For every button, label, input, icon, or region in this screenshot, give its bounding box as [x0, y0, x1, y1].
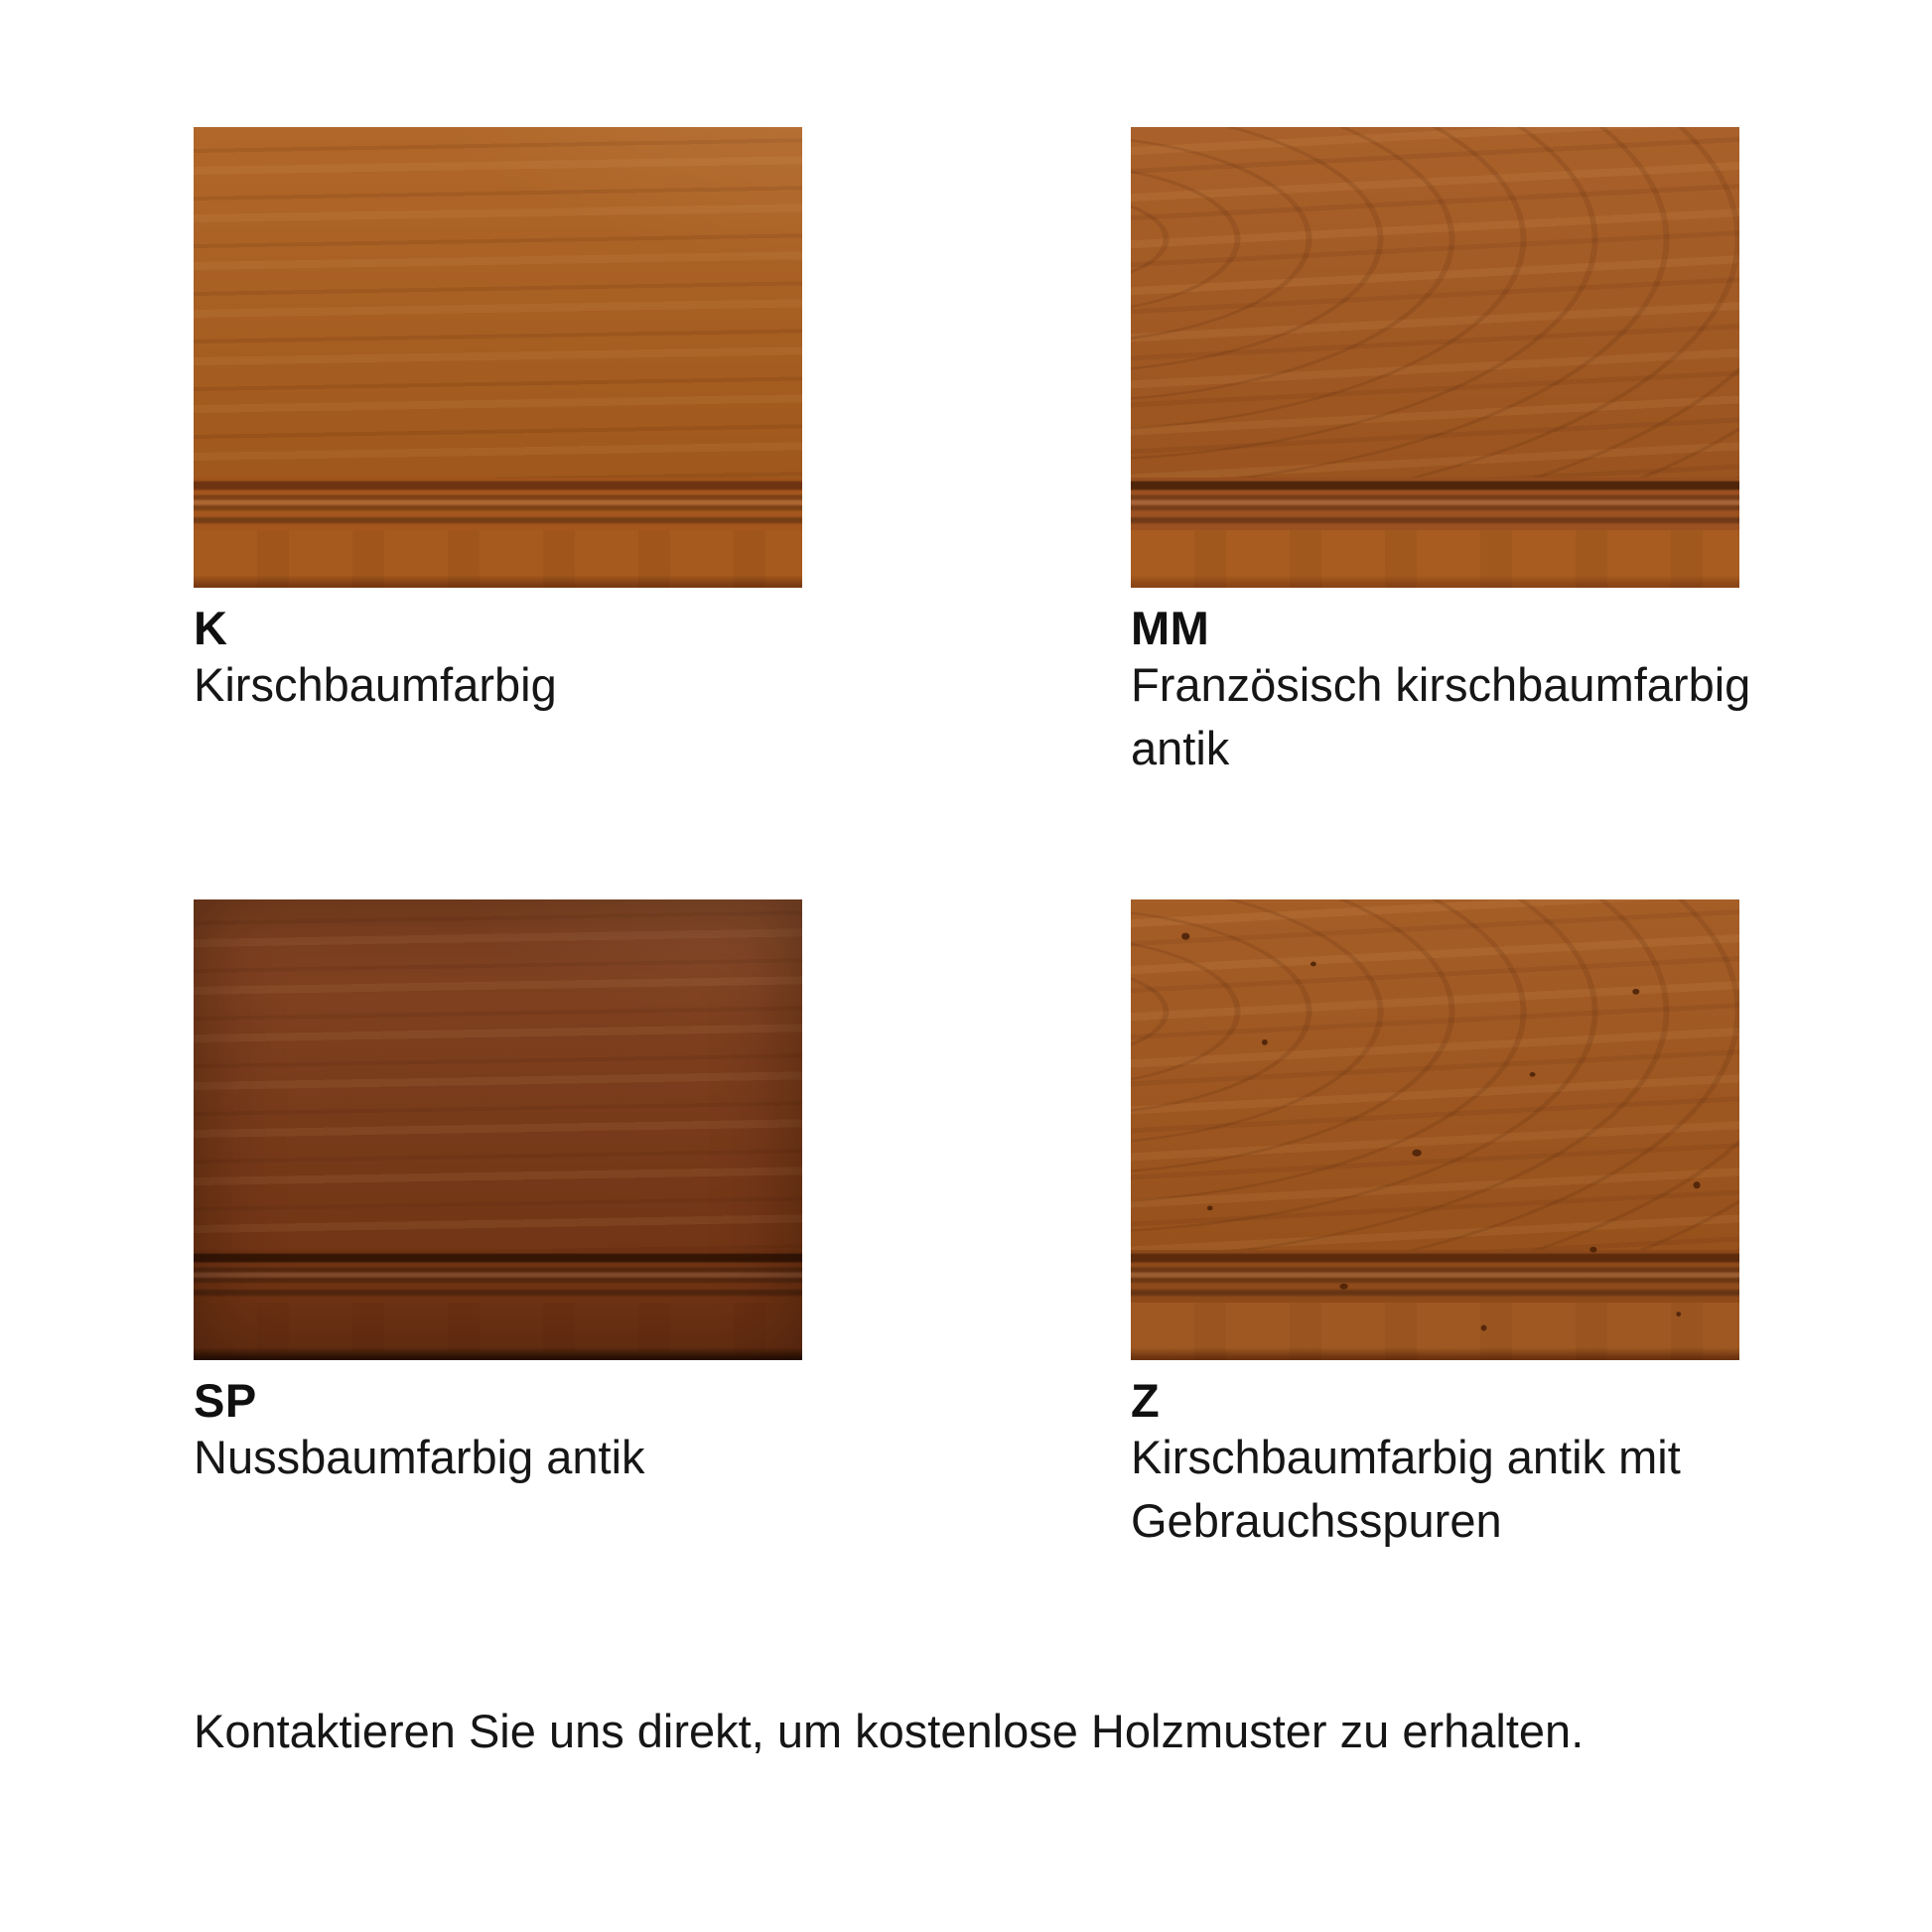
sample-caption	[194, 1376, 849, 1489]
wood-moulding	[194, 1250, 802, 1303]
sample-card-k	[194, 127, 849, 717]
wood-panel	[1131, 899, 1739, 1250]
wood-rail	[194, 530, 802, 588]
sample-card-sp	[194, 899, 849, 1489]
sample-caption	[1131, 1376, 1786, 1553]
contact-note: Kontaktieren Sie uns direkt, um kostenlose Holzmuster zu erhalten.	[194, 1705, 1585, 1757]
sample-code: K	[194, 602, 228, 654]
sample-code: SP	[194, 1374, 257, 1427]
sample-caption	[194, 604, 849, 717]
sample-code: Z	[1131, 1374, 1161, 1427]
wood-panel	[194, 899, 802, 1250]
wood-swatch-sp-image	[194, 899, 802, 1360]
wood-rail	[194, 1303, 802, 1360]
wood-swatch-mm-image	[1131, 127, 1739, 588]
wood-panel	[194, 127, 802, 478]
sample-card-mm	[1131, 127, 1786, 780]
wood-rail	[1131, 1303, 1739, 1360]
sample-name: Kirschbaumfarbig antik mit Gebrauchsspuren	[1131, 1431, 1681, 1547]
wood-moulding	[1131, 478, 1739, 530]
sample-code: MM	[1131, 602, 1210, 654]
wood-swatch-z-image	[1131, 899, 1739, 1360]
wood-moulding	[194, 478, 802, 530]
sample-card-z	[1131, 899, 1786, 1553]
wood-swatch-k-image	[194, 127, 802, 588]
wood-rail	[1131, 530, 1739, 588]
sample-name: Kirschbaumfarbig	[194, 658, 557, 711]
sample-caption	[1131, 604, 1786, 780]
sample-name: Nussbaumfarbig antik	[194, 1431, 645, 1483]
sample-name: Französisch kirschbaumfarbig antik	[1131, 658, 1751, 774]
wood-moulding	[1131, 1250, 1739, 1303]
wood-panel	[1131, 127, 1739, 478]
